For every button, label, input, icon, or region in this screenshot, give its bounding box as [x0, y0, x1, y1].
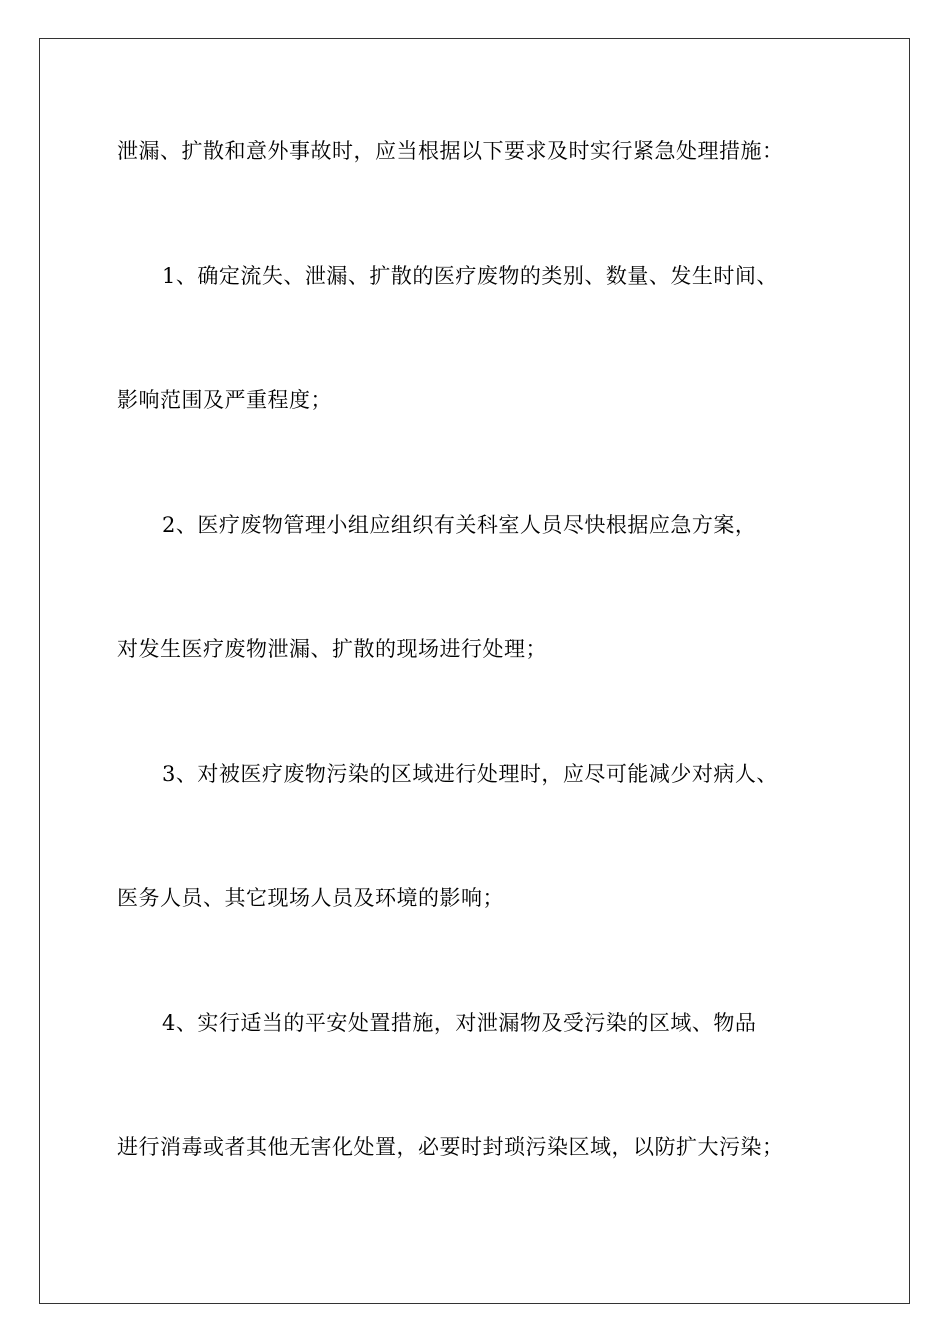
text-line-5: 对发生医疗废物泄漏、扩散的现场进行处理；	[117, 637, 547, 661]
text-line-9: 进行消毒或者其他无害化处置，必要时封琐污染区域，以防扩大污染；	[117, 1135, 784, 1159]
text-line-2: 1、确定流失、泄漏、扩散的医疗废物的类别、数量、发生时间、	[162, 264, 778, 288]
text-line-7: 医务人员、其它现场人员及环境的影响；	[117, 886, 504, 910]
text-line-3: 影响范围及严重程度；	[117, 388, 332, 412]
text-line-8: 4、实行适当的平安处置措施，对泄漏物及受污染的区域、物品	[162, 1011, 757, 1035]
text-line-6: 3、对被医疗废物污染的区域进行处理时，应尽可能减少对病人、	[162, 762, 778, 786]
page-border	[39, 38, 910, 1304]
text-line-1: 泄漏、扩散和意外事故时，应当根据以下要求及时实行紧急处理措施：	[117, 139, 784, 163]
text-line-4: 2、医疗废物管理小组应组织有关科室人员尽快根据应急方案，	[162, 513, 757, 537]
